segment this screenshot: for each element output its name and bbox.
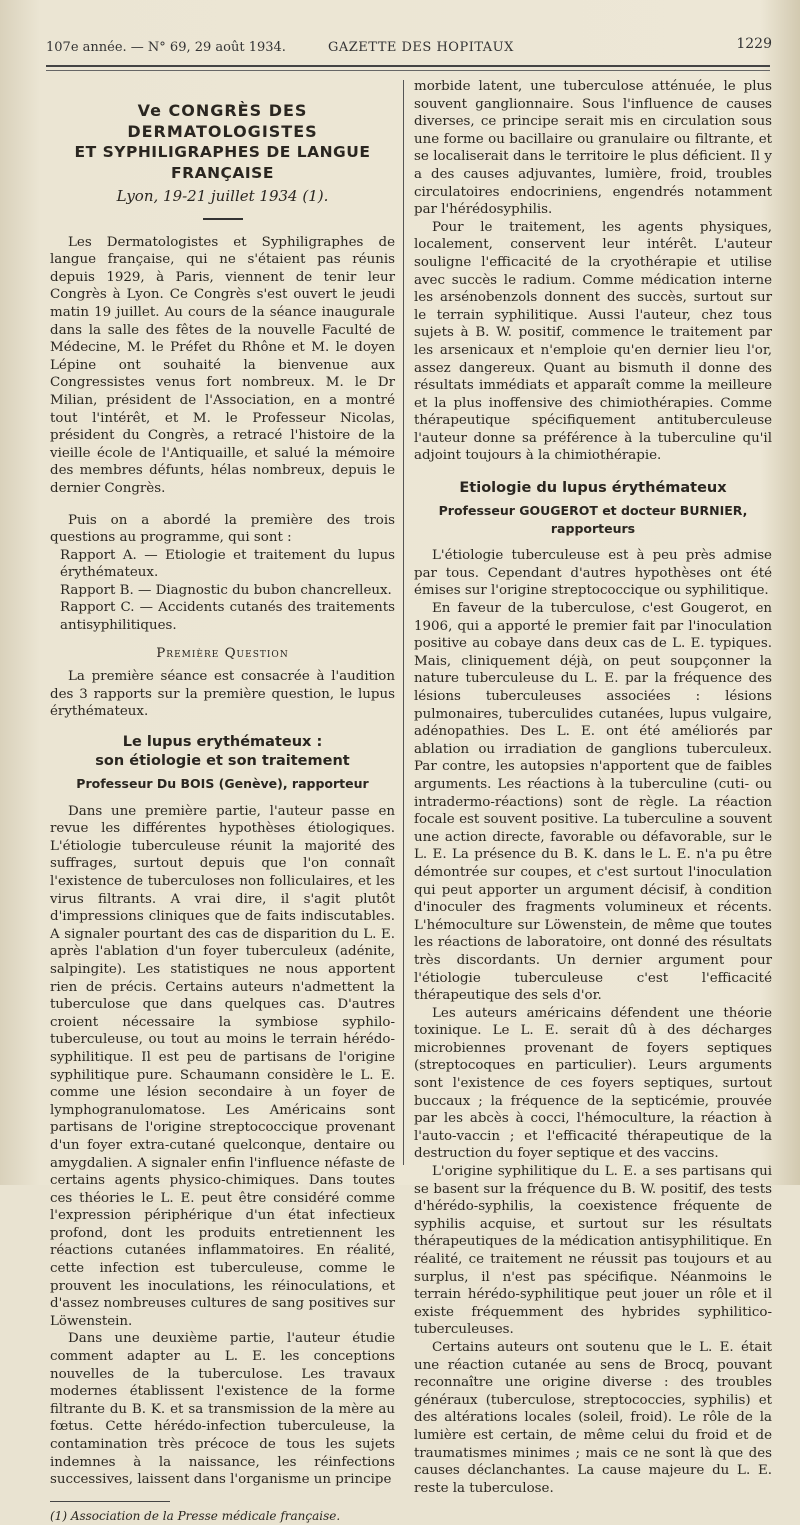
section-heading: Etiologie du lupus érythémateux — [459, 480, 727, 497]
section-heading: Le lupus erythémateux : — [122, 734, 323, 751]
paragraph: En faveur de la tuberculose, c'est Gougerot, en 1906, qui a apporté le premier fait par l'inoculation positive au cobaye dans deux cas de L. E. typiques. Mais, cliniquement déjà, on peut soupçonner la nature tuberculeuse du L. E. par la fréquence des lésions tuberculeuses associées : lésions pulmonaires, tuberculides cutanées, lupus vulgaire, adénopathies. Des L. E. ont été améliorés par ablation ou irradiation de ganglions tuberculeux. Par contre, les autopsies n'apportent que de faibles arguments. Les réactions à la tuberculine (cuti- ou intradermo-réactions) sont de règle. La réaction focale est souvent positive. La tuberculine a souvent une action directe, favorable ou défavorable, sur le L. E. La présence du B. K. dans le L. E. n'a pu être démontrée sur coupes, et c'est surtout l'inoculation qui peut apporter un argument décisif, à condition d'inoculer des fragments volumineux et récents. L'hémoculture sur Löwenstein, de même que toutes les réactions de laboratoire, ont donné des résultats très discordants. Un dernier argument pour l'étiologie tuberculeuse c'est l'efficacité thérapeutique des sels d'or. — [414, 601, 772, 1004]
header-rule — [46, 65, 770, 67]
left-column — [50, 78, 395, 1525]
issue-line: 107e année. — N° 69, 29 août 1934. — [46, 40, 286, 55]
page-number: 1229 — [736, 36, 772, 52]
paragraph: morbide latent, une tuberculose atténuée, le plus souvent ganglionnaire. Sous l'influence de causes diverses, ce principe serait mis en circulation sous une forme ou bacillaire ou granulaire ou filtrante, et se localiserait dans le territoire le plus déficient. Il y a des causes adjuvantes, lumière, froid, troubles circulatoires endocriniens, engendrés notamment par l'hérédosyphilis. — [414, 79, 772, 218]
article-title-line2: ET SYPHILIGRAPHES DE LANGUE FRANÇAISE — [74, 143, 371, 182]
column-divider — [403, 80, 404, 1165]
paragraph: Pour le traitement, les agents physiques, localement, conservent leur intérêt. L'auteur souligne l'efficacité de la cryothérapie et utilise avec succès le radium. Comme médication interne les arsénobenzols donnent des succès, surtout sur le terrain syphilitique. Aussi l'auteur, chez tous sujets à B. W. positif, commence le traitement par les arsenicaux et n'emploie qu'en dernier lieu l'or, assez dangereux. Quant au bismuth il donne des résultats immédiats et apparaît comme la meilleure et la plus inoffensive des chimiothérapies. Comme thérapeutique spécifiquement antituberculeuse l'auteur donne sa préférence à la tuberculine qu'il adjoint toujours à la chimiothérapie. — [414, 219, 772, 464]
section-heading: son étiologie et son traitement — [95, 753, 350, 770]
journal-title: GAZETTE DES HOPITAUX — [328, 40, 514, 55]
page-header — [46, 36, 772, 60]
paragraph: Les auteurs américains défendent une théorie toxinique. Le L. E. serait dû à des décharges microbiennes provenant de foyers septiques (streptocoques en particulier). Leurs arguments sont l'existence de ces foyers septiques, surtout buccaux ; la fréquence de la septicémie, prouvée par les abcès à cocci, l'hémoculture, la réaction à l'auto-vaccin ; et l'efficacité thérapeutique de la destruction du foyer septique et des vaccins. — [414, 1005, 772, 1162]
header-rule-thin — [46, 70, 770, 71]
paragraph: Certains auteurs ont soutenu que le L. E. était une réaction cutanée au sens de Brocq, pouvant reconnaître une origine diverse : des troubles généraux (tuberculose, streptococcies, syphilis) et des altérations locales (soleil, froid). Le rôle de la lumière est certain, de même celui du froid et de traumatismes minimes ; mais ce ne sont là que des causes déclanchantes. La cause majeure du L. E. reste la tuberculose. — [414, 1339, 772, 1496]
paragraph: Puis on a abordé la première des trois questions au programme, qui sont : — [50, 512, 395, 546]
report-b: Rapport B. — Diagnostic du bubon chancrelleux. — [60, 582, 392, 598]
title-separator — [203, 218, 243, 220]
footnote: (1) Association de la Presse médicale française. — [50, 1508, 341, 1523]
rapporteur-line: Professeur GOUGEROT et docteur BURNIER, rapporteurs — [438, 503, 748, 536]
rapporteur-line: Professeur Du BOIS (Genève), rapporteur — [76, 776, 369, 792]
paragraph: Dans une première partie, l'auteur passe en revue les différentes hypothèses étiologiques. L'étiologie tuberculeuse réunit la majorité des suffrages, surtout depuis que l'on connaît l'existence de tuberculoses non folliculaires, et les virus filtrants. A vrai dire, il s'agit plutôt d'impressions cliniques que de faits indiscutables. A signaler pourtant des cas de disparition du L. E. après l'ablation d'un foyer tuberculeux (adénite, salpingite). Les statistiques ne nous apportent rien de précis. Certains auteurs n'admettent la tuberculose que dans quelques cas. D'autres croient nécessaire la symbiose syphilo-tuberculeuse, ou tout au moins le terrain hérédo-syphilitique. Il est peu de partisans de l'origine syphilitique pure. Schaumann considère le L. E. comme une lésion secondaire à un foyer de lymphogranulomatose. Les Américains sont partisans de l'origine streptococcique provenant d'un foyer extra-cutané quelconque, dentaire ou amygdalien. A signaler enfin l'influence néfaste de certains agents physico-chimiques. Dans toutes ces théories le L. E. peut être considéré comme l'expression périphérique d'un état infectieux profond, dont les produits entretiennent les réactions cutanées inflammatoires. En réalité, cette infection est tuberculeuse, comme le prouvent les inoculations, les réinoculations, et d'assez nombreuses cultures de sang positives sur Löwenstein. — [50, 803, 395, 1329]
footnote-rule — [50, 1501, 170, 1502]
article-title-line1: Ve CONGRÈS DES DERMATOLOGISTES — [127, 101, 318, 141]
paragraph: L'étiologie tuberculeuse est à peu près admise par tous. Cependant d'autres hypothèses ont été émises sur l'origine streptococcique ou syphilitique. — [414, 548, 772, 599]
report-c: Rapport C. — Accidents cutanés des traitements antisyphilitiques. — [60, 600, 395, 634]
report-a: Rapport A. — Etiologie et traitement du lupus érythémateux. — [60, 547, 395, 581]
section-heading-first-question: Première Question — [156, 645, 289, 661]
right-column — [414, 78, 772, 1497]
paragraph: L'origine syphilitique du L. E. a ses partisans qui se basent sur la fréquence du B. W. positif, des tests d'hérédo-syphilis, la coexistence fréquente de syphilis acquise, et surtout sur les résultats thérapeutiques de la médication antisyphilitique. En réalité, ce traitement ne réussit pas toujours et au surplus, il n'est pas spécifique. Néanmoins le terrain hérédo-syphilitique peut jouer un rôle et il existe fréquemment des hybrides syphilitico-tuberculeuses. — [414, 1164, 772, 1338]
article-dateline: Lyon, 19-21 juillet 1934 (1). — [116, 187, 329, 205]
paragraph: La première séance est consacrée à l'audition des 3 rapports sur la première question, le lupus érythémateux. — [50, 669, 395, 720]
paragraph: Dans une deuxième partie, l'auteur étudie comment adapter au L. E. les conceptions nouvelles de la tuberculose. Les travaux modernes établissent l'existence de la forme filtrante du B. K. et sa transmission de la mère au fœtus. Cette hérédo-infection tuberculeuse, la contamination très précoce de tous les sujets indemnes à la naissance, les réinfections successives, laissent dans l'organisme un principe — [50, 1331, 395, 1488]
paragraph: Les Dermatologistes et Syphiligraphes de langue française, qui ne s'étaient pas réunis depuis 1929, à Paris, viennent de tenir leur Congrès à Lyon. Ce Congrès s'est ouvert le jeudi matin 19 juillet. Au cours de la séance inaugurale dans la salle des fêtes de la nouvelle Faculté de Médecine, M. le Préfet du Rhône et M. le doyen Lépine ont souhaité la bienvenue aux Congressistes venus fort nombreux. M. le Dr Milian, président de l'Association, en a montré tout l'intérêt, et M. le Professeur Nicolas, président du Congrès, a retracé l'histoire de la vieille école de l'Antiquaille, et salué la mémoire des membres défunts, hélas nombreux, depuis le dernier Congrès. — [50, 234, 395, 496]
